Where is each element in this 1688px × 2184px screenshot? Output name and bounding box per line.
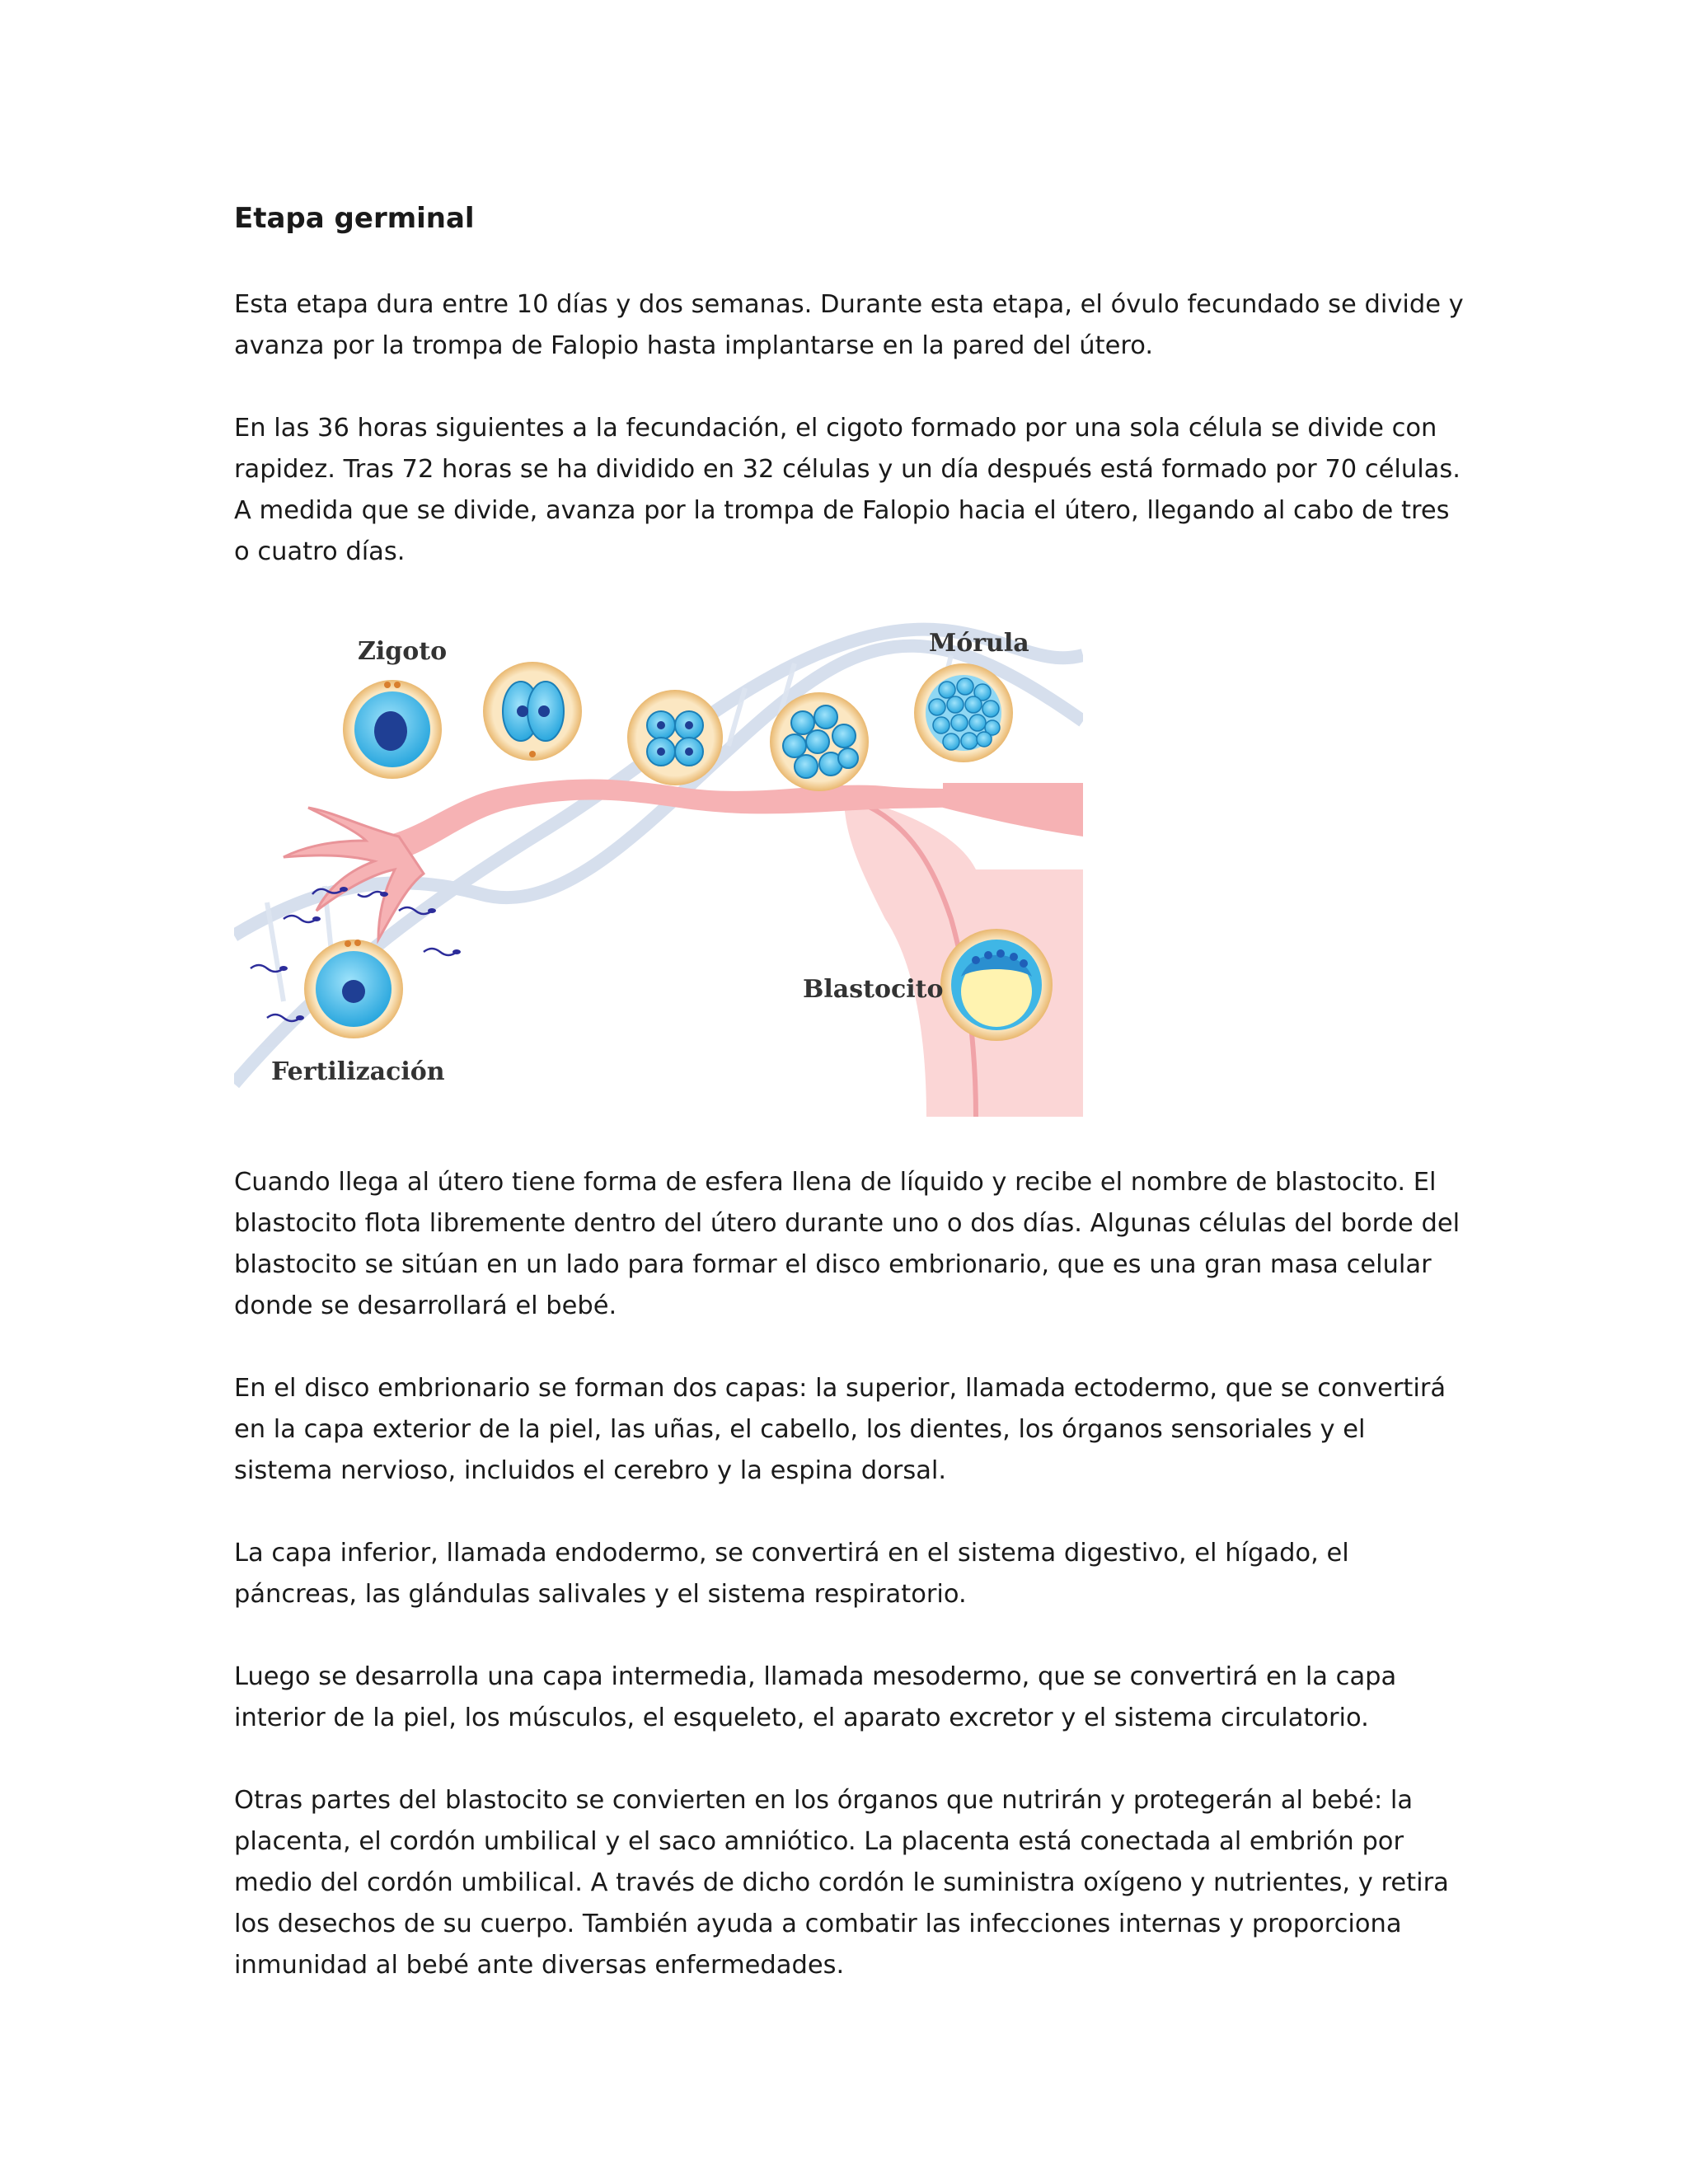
paragraph-6: Luego se desarrolla una capa intermedia, llamada mesodermo, que se convertirá en la capa interior de la piel, los músculos, el esqueleto, el aparato excretor y el sistema circulatorio. bbox=[234, 1662, 1397, 1732]
zygote-cell bbox=[343, 680, 442, 779]
page-title: Etapa germinal bbox=[234, 202, 475, 235]
eight-cell-stage bbox=[770, 692, 869, 791]
label-blastocyst: Blastocito bbox=[803, 975, 944, 1004]
paragraph-2: En las 36 horas siguientes a la fecundación, el cigoto formado por una sola célula se divide con rapidez. Tras 72 horas se ha dividido en 32 células y un día después está formado por 70 células. A medida que se divide, avanza por la trompa de Falopio hacia el útero, llegando al cabo de tres o cuatro días. bbox=[234, 414, 1461, 566]
paragraph-4: En el disco embrionario se forman dos capas: la superior, llamada ectodermo, que se convertirá en la capa exterior de la piel, las uñas, el cabello, los dientes, los órganos sensoriales y el sistema nervioso, incluidos el cerebro y la espina dorsal. bbox=[234, 1374, 1447, 1485]
paragraph-7: Otras partes del blastocito se convierten en los órganos que nutrirán y protegerán al bebé: la placenta, el cordón umbilical y el saco amniótico. La placenta está conectada al embrión por medio del cordón umbilical. A través de dicho cordón le suministra oxígeno y nutrientes, y retira los desechos de su cuerpo. También ayuda a combatir las infecciones internas y proporciona inmunidad al bebé ante diversas enfermedades. bbox=[234, 1786, 1449, 1980]
morula-cell bbox=[914, 663, 1013, 762]
label-fertilization: Fertilización bbox=[271, 1057, 445, 1086]
two-cell-stage bbox=[483, 662, 582, 761]
fertilization-cell bbox=[304, 940, 403, 1038]
paragraph-1: Esta etapa dura entre 10 días y dos semanas. Durante esta etapa, el óvulo fecundado se divide y avanza por la trompa de Falopio hasta implantarse en la pared del útero. bbox=[234, 290, 1464, 360]
paragraph-3: Cuando llega al útero tiene forma de esfera llena de líquido y recibe el nombre de blastocito. El blastocito flota libremente dentro del útero durante uno o dos días. Algunas células del borde del blastocito se sitúan en un lado para formar el disco embrionario, que es una gran masa celular donde se desarrollará el bebé. bbox=[234, 1168, 1461, 1320]
diagram-svg bbox=[234, 622, 1083, 1117]
four-cell-stage bbox=[627, 690, 723, 785]
label-morula: Mórula bbox=[929, 629, 1029, 658]
germinal-stage-diagram bbox=[234, 622, 1083, 1117]
blastocyst-cell bbox=[940, 929, 1053, 1041]
paragraph-5: La capa inferior, llamada endodermo, se convertirá en el sistema digestivo, el hígado, el páncreas, las glándulas salivales y el sistema respiratorio. bbox=[234, 1539, 1349, 1609]
label-zygote: Zigoto bbox=[358, 637, 448, 666]
